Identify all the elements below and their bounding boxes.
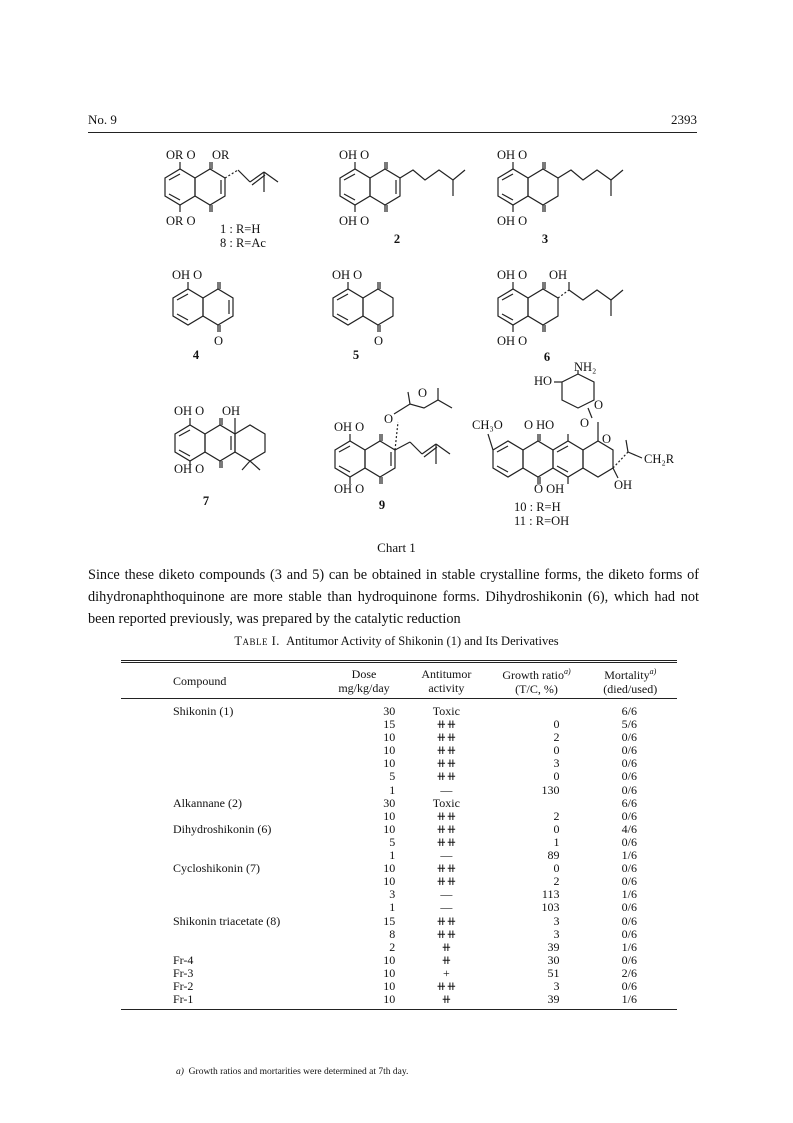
structure-7-top: OH O xyxy=(174,404,205,418)
structure-4-bottom: O xyxy=(214,334,224,348)
cell-compound xyxy=(121,744,325,757)
structure-10-drawing xyxy=(478,360,678,490)
cell-compound: Fr-1 xyxy=(173,992,194,1007)
cell-dose: 10 xyxy=(383,952,396,967)
cell-growth-ratio: 2 xyxy=(553,874,560,889)
cell-growth-ratio: 0 xyxy=(553,769,560,784)
structure-6-top-right: OH xyxy=(549,268,568,282)
cell-dose: 15 xyxy=(383,913,396,928)
cell-mortality: 0/6 xyxy=(621,952,637,967)
cell-dose: 10 xyxy=(383,861,396,876)
table-row xyxy=(121,967,677,980)
cell-growth-ratio: 30 xyxy=(547,952,560,967)
structure-3-bottom: OH O xyxy=(497,214,528,228)
cell-dose: 10 xyxy=(383,978,396,993)
structure-7-bottom: OH O xyxy=(174,462,205,476)
cell-dose: 5 xyxy=(389,834,396,849)
structure-11-label: 11 : R=OH xyxy=(514,514,570,528)
cell-activity: ⧺⧺ xyxy=(436,926,457,941)
cell-compound xyxy=(121,928,325,941)
structure-3-top: OH O xyxy=(497,148,528,162)
structure-4-label: 4 xyxy=(192,348,200,362)
cell-growth-ratio: 3 xyxy=(553,913,560,928)
col-growth xyxy=(489,662,583,699)
cell-mortality: 1/6 xyxy=(621,939,637,954)
structure-2-drawing xyxy=(325,162,475,222)
cell-mortality: 1/6 xyxy=(621,887,637,902)
cell-dose: 8 xyxy=(389,926,396,941)
cell-compound: Cycloshikonin (7) xyxy=(173,861,260,876)
table-row xyxy=(121,718,677,731)
structure-9-bottom: OH O xyxy=(334,482,365,496)
table-caption-prefix: Table I. xyxy=(234,634,280,648)
cell-activity: ⧺⧺ xyxy=(436,821,457,836)
cell-compound xyxy=(121,810,325,823)
cell-mortality: 2/6 xyxy=(621,965,637,980)
cell-activity: ⧺⧺ xyxy=(436,874,457,889)
structure-1-top-right: OR xyxy=(212,148,230,162)
cell-activity: + xyxy=(442,965,450,980)
cell-mortality: 0/6 xyxy=(621,913,637,928)
cell-activity: ⧺⧺ xyxy=(436,769,457,784)
cell-activity: ⧺⧺ xyxy=(436,978,457,993)
table-row xyxy=(121,797,677,810)
cell-compound xyxy=(121,941,325,954)
structure-4-top: OH O xyxy=(172,268,203,282)
structure-10-o-link: O xyxy=(580,416,590,430)
cell-dose: 30 xyxy=(383,704,396,718)
cell-dose: 10 xyxy=(383,808,396,823)
table-footnote xyxy=(176,1067,408,1077)
structure-4-drawing xyxy=(158,282,248,342)
cell-dose: 1 xyxy=(389,848,396,863)
cell-growth-ratio: 130 xyxy=(541,782,560,797)
cell-growth-ratio: 0 xyxy=(553,821,560,836)
cell-compound xyxy=(121,784,325,797)
cell-activity: ⧺ xyxy=(441,952,452,967)
table-row xyxy=(121,875,677,888)
cell-growth-ratio: 0 xyxy=(553,861,560,876)
structure-10-ch2r: CH₂R xyxy=(644,452,675,466)
structure-5-drawing xyxy=(318,282,408,342)
col-mortality-line2: (died/used) xyxy=(603,682,658,696)
structure-2-bottom: OH O xyxy=(339,214,370,228)
structure-5-bottom: O xyxy=(374,334,384,348)
cell-activity: ⧺⧺ xyxy=(436,730,457,745)
table-caption-text: Antitumor Activity of Shikonin (1) and Its Derivatives xyxy=(286,634,559,648)
table-row xyxy=(121,888,677,901)
structure-3-drawing xyxy=(483,162,633,222)
table-row xyxy=(121,770,677,783)
cell-dose: 10 xyxy=(383,756,396,771)
table-row xyxy=(121,757,677,770)
cell-compound: Fr-4 xyxy=(173,952,194,967)
cell-dose: 5 xyxy=(389,769,396,784)
table-caption xyxy=(0,634,793,649)
cell-compound: Shikonin triacetate (8) xyxy=(173,913,281,928)
cell-compound xyxy=(121,901,325,914)
cell-compound xyxy=(121,875,325,888)
antitumor-activity-table xyxy=(121,660,677,1010)
structure-10-ring-o: O xyxy=(594,398,604,412)
cell-activity: ⧺⧺ xyxy=(436,861,457,876)
cell-compound xyxy=(121,836,325,849)
structure-6-label: 6 xyxy=(543,350,551,364)
col-activity xyxy=(403,662,489,699)
cell-compound: Shikonin (1) xyxy=(173,704,234,718)
cell-growth-ratio: 89 xyxy=(547,848,560,863)
structure-10-keto-o: O xyxy=(602,432,612,446)
col-activity-line1: Antitumor xyxy=(421,666,472,681)
cell-activity: ⧺⧺ xyxy=(436,913,457,928)
cell-compound: Fr-2 xyxy=(173,978,194,993)
structure-2-top: OH O xyxy=(339,148,370,162)
cell-mortality: 0/6 xyxy=(621,874,637,889)
cell-activity: — xyxy=(440,848,453,863)
structure-10-label: 10 : R=H xyxy=(514,500,561,514)
cell-activity: ⧺⧺ xyxy=(436,743,457,758)
table-row xyxy=(121,823,677,836)
table-row xyxy=(121,993,677,1010)
cell-mortality: 0/6 xyxy=(621,756,637,771)
cell-growth-ratio: 3 xyxy=(553,926,560,941)
cell-mortality: 6/6 xyxy=(621,704,637,718)
cell-mortality: 1/6 xyxy=(621,992,637,1007)
cell-growth-ratio: 113 xyxy=(541,887,560,902)
structure-6-drawing xyxy=(483,282,633,342)
cell-compound: Dihydroshikonin (6) xyxy=(173,821,272,836)
table-row xyxy=(121,784,677,797)
cell-dose: 10 xyxy=(383,874,396,889)
page-number: 2393 xyxy=(671,112,697,127)
structure-1-top-left: OR O xyxy=(166,148,196,162)
cell-dose: 2 xyxy=(389,939,396,954)
table-row xyxy=(121,915,677,928)
structure-6-top: OH O xyxy=(497,268,528,282)
cell-dose: 15 xyxy=(383,717,396,732)
cell-growth-ratio: 0 xyxy=(553,717,560,732)
structure-10-bottom: O OH xyxy=(534,482,565,496)
chart-caption: Chart 1 xyxy=(377,540,416,555)
cell-growth-ratio: 1 xyxy=(553,834,560,849)
structure-1-label: 1 : R=H xyxy=(220,222,261,236)
structure-10-ch3o: CH₃O xyxy=(472,418,503,432)
structure-9-label: 9 xyxy=(378,498,386,512)
cell-growth-ratio: 103 xyxy=(541,900,560,915)
cell-dose: 1 xyxy=(389,900,396,915)
header-rule xyxy=(88,132,697,133)
table-row xyxy=(121,901,677,914)
structure-9-ester-co: O xyxy=(418,386,428,400)
cell-mortality: 1/6 xyxy=(621,848,637,863)
cell-activity: — xyxy=(440,887,453,902)
col-mortality xyxy=(583,662,677,699)
table-row xyxy=(121,862,677,875)
cell-activity: — xyxy=(440,782,453,797)
structure-7-top-right: OH xyxy=(222,404,241,418)
table-row xyxy=(121,928,677,941)
cell-compound xyxy=(121,731,325,744)
cell-mortality: 0/6 xyxy=(621,900,637,915)
table-row xyxy=(121,731,677,744)
structure-9-top: OH O xyxy=(334,420,365,434)
cell-growth-ratio: 39 xyxy=(547,992,560,1007)
cell-dose: 10 xyxy=(383,743,396,758)
structure-5-label: 5 xyxy=(352,348,360,362)
body-paragraph: Since these diketo compounds (3 and 5) can be obtained in stable crystalline forms, the diketo forms of dihydronaphthoquinone are more stable than hydroquinone forms. Dihydroshikonin (6), which had not been reported previously, was prepared by the catalytic reduction xyxy=(88,567,699,627)
cell-activity: ⧺ xyxy=(441,939,452,954)
cell-activity: Toxic xyxy=(432,704,460,718)
cell-growth-ratio: 39 xyxy=(547,939,560,954)
cell-growth-ratio: 51 xyxy=(547,965,560,980)
cell-compound xyxy=(121,888,325,901)
cell-activity: ⧺⧺ xyxy=(436,756,457,771)
cell-growth-ratio xyxy=(489,699,583,719)
cell-dose: 10 xyxy=(383,821,396,836)
cell-growth-ratio: 3 xyxy=(553,978,560,993)
cell-mortality: 0/6 xyxy=(621,743,637,758)
cell-dose: 3 xyxy=(389,887,396,902)
cell-activity: ⧺ xyxy=(441,992,452,1007)
structure-9-drawing xyxy=(320,386,470,476)
table-row xyxy=(121,810,677,823)
cell-activity: ⧺⧺ xyxy=(436,717,457,732)
cell-growth-ratio: 2 xyxy=(553,730,560,745)
table-row xyxy=(121,980,677,993)
structure-1-bottom: OR O xyxy=(166,214,196,228)
cell-mortality: 5/6 xyxy=(621,717,637,732)
cell-growth-ratio: 3 xyxy=(553,756,560,771)
col-dose-line1: Dose xyxy=(351,666,377,681)
col-activity-line2: activity xyxy=(428,680,465,695)
cell-dose: 10 xyxy=(383,992,396,1007)
table-row xyxy=(121,836,677,849)
table-header-row xyxy=(121,662,677,699)
cell-activity: — xyxy=(440,900,453,915)
structure-10-amine: NH₂ xyxy=(574,360,597,374)
col-growth-line1: Growth ratio xyxy=(502,668,564,682)
cell-dose: 1 xyxy=(389,782,396,797)
journal-issue: No. 9 xyxy=(88,112,117,127)
col-dose-line2: mg/kg/day xyxy=(338,680,390,695)
cell-mortality: 0/6 xyxy=(621,861,637,876)
structure-10-ho-sugar: HO xyxy=(534,374,553,388)
cell-dose: 10 xyxy=(383,730,396,745)
cell-mortality: 0/6 xyxy=(621,926,637,941)
structure-8-label: 8 : R=Ac xyxy=(220,236,266,250)
col-dose xyxy=(325,662,403,699)
cell-mortality: 6/6 xyxy=(621,795,637,810)
table-row xyxy=(121,941,677,954)
col-growth-line2: (T/C, %) xyxy=(515,682,558,696)
cell-compound xyxy=(121,718,325,731)
cell-mortality: 0/6 xyxy=(621,808,637,823)
table-row xyxy=(121,699,677,719)
cell-mortality: 0/6 xyxy=(621,769,637,784)
cell-activity: ⧺⧺ xyxy=(436,834,457,849)
cell-mortality: 0/6 xyxy=(621,730,637,745)
cell-growth-ratio: 2 xyxy=(553,808,560,823)
cell-compound xyxy=(121,757,325,770)
col-compound: Compound xyxy=(173,673,227,688)
structure-7-label: 7 xyxy=(202,494,210,508)
cell-mortality: 0/6 xyxy=(621,978,637,993)
structure-2-label: 2 xyxy=(393,232,401,246)
structure-3-label: 3 xyxy=(541,232,549,246)
table-row xyxy=(121,744,677,757)
col-mortality-sup: a) xyxy=(649,667,657,676)
cell-mortality: 0/6 xyxy=(621,782,637,797)
cell-activity: ⧺⧺ xyxy=(436,808,457,823)
col-mortality-line1: Mortality xyxy=(604,668,650,682)
cell-compound: Alkannane (2) xyxy=(173,795,242,810)
structure-5-top: OH O xyxy=(332,268,363,282)
cell-activity: Toxic xyxy=(432,795,460,810)
footnote-text: Growth ratios and mortarities were determined at 7th day. xyxy=(188,1067,409,1077)
cell-compound: Fr-3 xyxy=(173,965,194,980)
cell-compound xyxy=(121,770,325,783)
cell-mortality: 4/6 xyxy=(621,821,637,836)
col-growth-sup: a) xyxy=(563,667,571,676)
cell-dose: 10 xyxy=(383,965,396,980)
cell-growth-ratio: 0 xyxy=(553,743,560,758)
footnote-mark: a) xyxy=(176,1067,184,1077)
structure-10-o-ho: O HO xyxy=(524,418,555,432)
cell-mortality: 0/6 xyxy=(621,834,637,849)
cell-dose: 30 xyxy=(383,795,396,810)
cell-growth-ratio xyxy=(489,797,583,810)
structure-10-oh-side: OH xyxy=(614,478,633,492)
table-row xyxy=(121,954,677,967)
structure-6-bottom: OH O xyxy=(497,334,528,348)
structure-9-ester-o: O xyxy=(384,412,394,426)
